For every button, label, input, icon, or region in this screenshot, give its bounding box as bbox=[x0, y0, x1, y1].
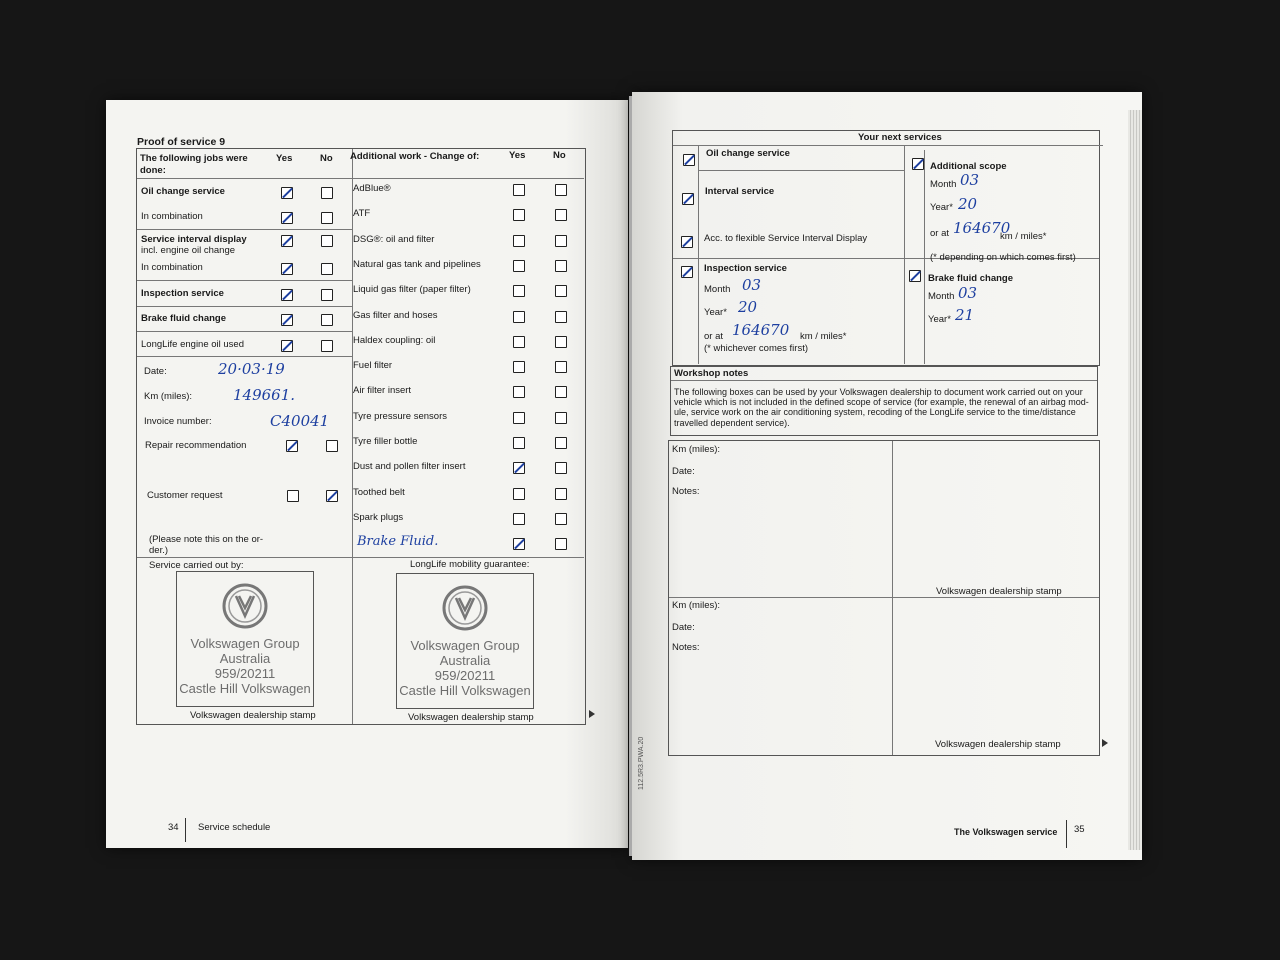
additional-yes-checkbox[interactable] bbox=[513, 311, 525, 323]
job-label: Brake fluid change bbox=[141, 313, 226, 324]
notes-grid bbox=[668, 440, 1100, 756]
additional-yes-checkbox[interactable] bbox=[513, 513, 525, 525]
additional-no-checkbox[interactable] bbox=[555, 361, 567, 373]
in-year-label: Year* bbox=[704, 307, 727, 318]
depending-note: (* depending on which comes first) bbox=[930, 252, 1076, 263]
stamp-line-1: Volkswagen Group bbox=[190, 636, 300, 651]
brake-fluid-checkbox[interactable] bbox=[909, 270, 921, 282]
footer-title-right: The Volkswagen service bbox=[954, 827, 1058, 837]
additional-yes-checkbox[interactable] bbox=[513, 361, 525, 373]
km-label: Km (miles): bbox=[144, 391, 193, 402]
additional-yes-checkbox[interactable] bbox=[513, 260, 525, 272]
additional-no-checkbox[interactable] bbox=[555, 462, 567, 474]
notes-km-label-2: Km (miles): bbox=[672, 600, 721, 611]
notes-date-label-2: Date: bbox=[672, 622, 695, 633]
workshop-text-3: ule, service work on the air conditioning system, recoding of the LongLife service to the time/distance bbox=[674, 407, 1076, 417]
km-value: 149661. bbox=[233, 386, 296, 404]
footer-rule bbox=[185, 818, 186, 842]
customer-label: Customer request bbox=[147, 490, 223, 501]
head-yes: Yes bbox=[276, 153, 293, 164]
interval-checkbox[interactable] bbox=[682, 193, 694, 205]
repair-label: Repair recommendation bbox=[145, 440, 247, 451]
additional-label: Dust and pollen filter insert bbox=[353, 461, 466, 473]
extra-work-value: Brake Fluid. bbox=[357, 534, 439, 549]
service-by-label: Service carried out by: bbox=[149, 560, 244, 571]
additional-label: DSG®: oil and filter bbox=[353, 233, 435, 245]
continue-arrow-icon-2 bbox=[1102, 739, 1108, 747]
as-month-label: Month bbox=[930, 179, 957, 190]
spine bbox=[629, 96, 632, 856]
bf-year-label: Year* bbox=[928, 314, 951, 325]
notes-stamp-caption-1: Volkswagen dealership stamp bbox=[936, 586, 1062, 597]
additional-yes-checkbox[interactable] bbox=[513, 538, 525, 550]
bf-month-value: 03 bbox=[958, 284, 978, 302]
job-no-checkbox[interactable] bbox=[321, 235, 333, 247]
notes-date-label-1: Date: bbox=[672, 466, 695, 477]
additional-no-checkbox[interactable] bbox=[555, 488, 567, 500]
job-label: LongLife engine oil used bbox=[141, 339, 245, 350]
note-line-1: (Please note this on the or- bbox=[149, 534, 264, 545]
additional-yes-checkbox[interactable] bbox=[513, 488, 525, 500]
mobility-label: LongLife mobility guarantee: bbox=[410, 559, 530, 570]
job-no-checkbox[interactable] bbox=[321, 263, 333, 275]
vw-logo-icon bbox=[221, 582, 269, 630]
additional-yes-checkbox[interactable] bbox=[513, 336, 525, 348]
additional-no-checkbox[interactable] bbox=[555, 412, 567, 424]
invoice-label: Invoice number: bbox=[144, 416, 212, 427]
oil-change-label: Oil change service bbox=[706, 148, 790, 159]
job-yes-checkbox[interactable] bbox=[281, 314, 293, 326]
customer-yes-checkbox[interactable] bbox=[287, 490, 299, 502]
footer-page-number-right: 35 bbox=[1074, 824, 1085, 835]
oil-change-checkbox[interactable] bbox=[683, 154, 695, 166]
stamp-caption-1: Volkswagen dealership stamp bbox=[190, 710, 316, 721]
job-label: Service interval display bbox=[141, 234, 247, 245]
flex-checkbox[interactable] bbox=[681, 236, 693, 248]
head-jobs-1: The following jobs were bbox=[140, 153, 248, 164]
additional-yes-checkbox[interactable] bbox=[513, 462, 525, 474]
additional-yes-checkbox[interactable] bbox=[513, 386, 525, 398]
additional-no-checkbox[interactable] bbox=[555, 209, 567, 221]
as-km-value: 164670 bbox=[953, 219, 1011, 237]
job-no-checkbox[interactable] bbox=[321, 289, 333, 301]
invoice-value: C40041 bbox=[270, 412, 330, 430]
workshop-title: Workshop notes bbox=[674, 368, 749, 379]
continue-arrow-icon bbox=[589, 710, 595, 718]
job-no-checkbox[interactable] bbox=[321, 212, 333, 224]
bf-month-label: Month bbox=[928, 291, 955, 302]
repair-yes-checkbox[interactable] bbox=[286, 440, 298, 452]
in-km-value: 164670 bbox=[732, 321, 790, 339]
additional-yes-checkbox[interactable] bbox=[513, 437, 525, 449]
footer-page-number: 34 bbox=[168, 822, 179, 833]
as-km-miles-label: km / miles* bbox=[1000, 231, 1047, 242]
stamp-line-2: Australia bbox=[219, 651, 271, 666]
job-yes-checkbox[interactable] bbox=[281, 340, 293, 352]
additional-no-checkbox[interactable] bbox=[555, 336, 567, 348]
job-label: Inspection service bbox=[141, 288, 224, 299]
inspection-label: Inspection service bbox=[704, 263, 787, 274]
stamp-line-1: Volkswagen Group bbox=[410, 638, 520, 653]
stamp-line-2: Australia bbox=[439, 653, 491, 668]
additional-label: Gas filter and hoses bbox=[353, 309, 438, 321]
additional-label: Natural gas tank and pipelines bbox=[353, 258, 481, 270]
additional-no-checkbox[interactable] bbox=[555, 235, 567, 247]
additional-no-checkbox[interactable] bbox=[555, 538, 567, 550]
additional-no-checkbox[interactable] bbox=[555, 437, 567, 449]
job-yes-checkbox[interactable] bbox=[281, 235, 293, 247]
page-edges bbox=[1128, 110, 1142, 850]
job-no-checkbox[interactable] bbox=[321, 187, 333, 199]
additional-label: Fuel filter bbox=[353, 360, 393, 372]
additional-label: Air filter insert bbox=[353, 385, 412, 397]
as-year-value: 20 bbox=[958, 195, 978, 213]
date-value: 20·03·19 bbox=[218, 360, 285, 378]
footer-rule-right bbox=[1066, 820, 1067, 848]
in-month-value: 03 bbox=[742, 276, 762, 294]
notes-stamp-caption-2: Volkswagen dealership stamp bbox=[935, 739, 1061, 750]
notes-notes-label-2: Notes: bbox=[672, 642, 700, 653]
stamp-line bbox=[137, 557, 584, 558]
additional-no-checkbox[interactable] bbox=[555, 311, 567, 323]
vw-logo-icon bbox=[441, 584, 489, 632]
workshop-text-1: The following boxes can be used by your Volkswagen dealership to document work carried out on your bbox=[674, 387, 1083, 397]
additional-yes-checkbox[interactable] bbox=[513, 235, 525, 247]
head-additional: Additional work - Change of: bbox=[350, 151, 480, 162]
notes-notes-label-1: Notes: bbox=[672, 486, 700, 497]
job-no-checkbox[interactable] bbox=[321, 340, 333, 352]
additional-no-checkbox[interactable] bbox=[555, 513, 567, 525]
customer-no-checkbox[interactable] bbox=[326, 490, 338, 502]
next-services-header: Your next services bbox=[858, 132, 942, 143]
note-line-2: der.) bbox=[149, 545, 169, 556]
stamp-line-4: Castle Hill Volkswagen bbox=[399, 683, 531, 698]
as-month-value: 03 bbox=[960, 171, 980, 189]
brake-fluid-label: Brake fluid change bbox=[928, 273, 1013, 284]
additional-yes-checkbox[interactable] bbox=[513, 285, 525, 297]
job-yes-checkbox[interactable] bbox=[281, 212, 293, 224]
interval-label: Interval service bbox=[705, 186, 775, 197]
additional-scope-label: Additional scope bbox=[930, 161, 1007, 172]
repair-no-checkbox[interactable] bbox=[326, 440, 338, 452]
head-no: No bbox=[320, 153, 333, 164]
notes-km-label-1: Km (miles): bbox=[672, 444, 721, 455]
additional-no-checkbox[interactable] bbox=[555, 260, 567, 272]
inspection-checkbox[interactable] bbox=[681, 266, 693, 278]
job-label: In combination bbox=[141, 262, 203, 273]
in-month-label: Month bbox=[704, 284, 731, 295]
job-label: In combination bbox=[141, 211, 203, 222]
job-yes-checkbox[interactable] bbox=[281, 187, 293, 199]
additional-no-checkbox[interactable] bbox=[555, 184, 567, 196]
whichever-note: (* whichever comes first) bbox=[704, 343, 808, 354]
dealer-stamp-1 bbox=[176, 571, 314, 707]
workshop-text-4: travelled dependent service). bbox=[674, 418, 790, 428]
stamp-line-3: 959/20211 bbox=[434, 668, 496, 683]
as-or-at-label: or at bbox=[930, 228, 950, 239]
additional-label: Spark plugs bbox=[353, 511, 404, 523]
additional-label: AdBlue® bbox=[353, 183, 391, 194]
stamp-line-3: 959/20211 bbox=[214, 666, 276, 681]
as-year-label: Year* bbox=[930, 202, 953, 213]
workshop-text-2: vehicle which is not included in the defined scope of service (for example, the renewal of an airbag mod- bbox=[674, 397, 1089, 407]
header-line bbox=[137, 178, 584, 179]
additional-yes-checkbox[interactable] bbox=[513, 184, 525, 196]
additional-label: Liquid gas filter (paper filter) bbox=[353, 284, 471, 296]
additional-no-checkbox[interactable] bbox=[555, 285, 567, 297]
in-km-miles-label: km / miles* bbox=[800, 331, 847, 342]
stamp-line-4: Castle Hill Volkswagen bbox=[179, 681, 311, 696]
job-yes-checkbox[interactable] bbox=[281, 263, 293, 275]
dealer-stamp-2 bbox=[396, 573, 534, 709]
in-or-at-label: or at bbox=[704, 331, 724, 342]
additional-yes-checkbox[interactable] bbox=[513, 412, 525, 424]
additional-label: Tyre pressure sensors bbox=[353, 410, 447, 422]
bf-year-value: 21 bbox=[955, 306, 975, 324]
job-yes-checkbox[interactable] bbox=[281, 289, 293, 301]
head-no-2: No bbox=[553, 150, 566, 161]
proof-title: Proof of service 9 bbox=[137, 136, 226, 148]
additional-no-checkbox[interactable] bbox=[555, 386, 567, 398]
side-code: 112.5R3.PWA.20 bbox=[638, 736, 645, 790]
flex-label: Acc. to flexible Service Interval Display bbox=[704, 233, 868, 244]
head-jobs-2: done: bbox=[140, 165, 166, 176]
footer-title: Service schedule bbox=[198, 822, 271, 833]
additional-label: Tyre filler bottle bbox=[353, 436, 418, 447]
head-yes-2: Yes bbox=[509, 150, 526, 161]
in-year-value: 20 bbox=[738, 298, 758, 316]
job-no-checkbox[interactable] bbox=[321, 314, 333, 326]
additional-scope-checkbox[interactable] bbox=[912, 158, 924, 170]
additional-yes-checkbox[interactable] bbox=[513, 209, 525, 221]
additional-label: Toothed belt bbox=[353, 486, 405, 498]
job-sublabel: incl. engine oil change bbox=[141, 245, 236, 256]
date-label: Date: bbox=[144, 366, 167, 377]
additional-label: ATF bbox=[353, 208, 371, 220]
job-label: Oil change service bbox=[141, 186, 225, 197]
stamp-caption-2: Volkswagen dealership stamp bbox=[408, 712, 534, 723]
additional-label: Haldex coupling: oil bbox=[353, 334, 436, 346]
